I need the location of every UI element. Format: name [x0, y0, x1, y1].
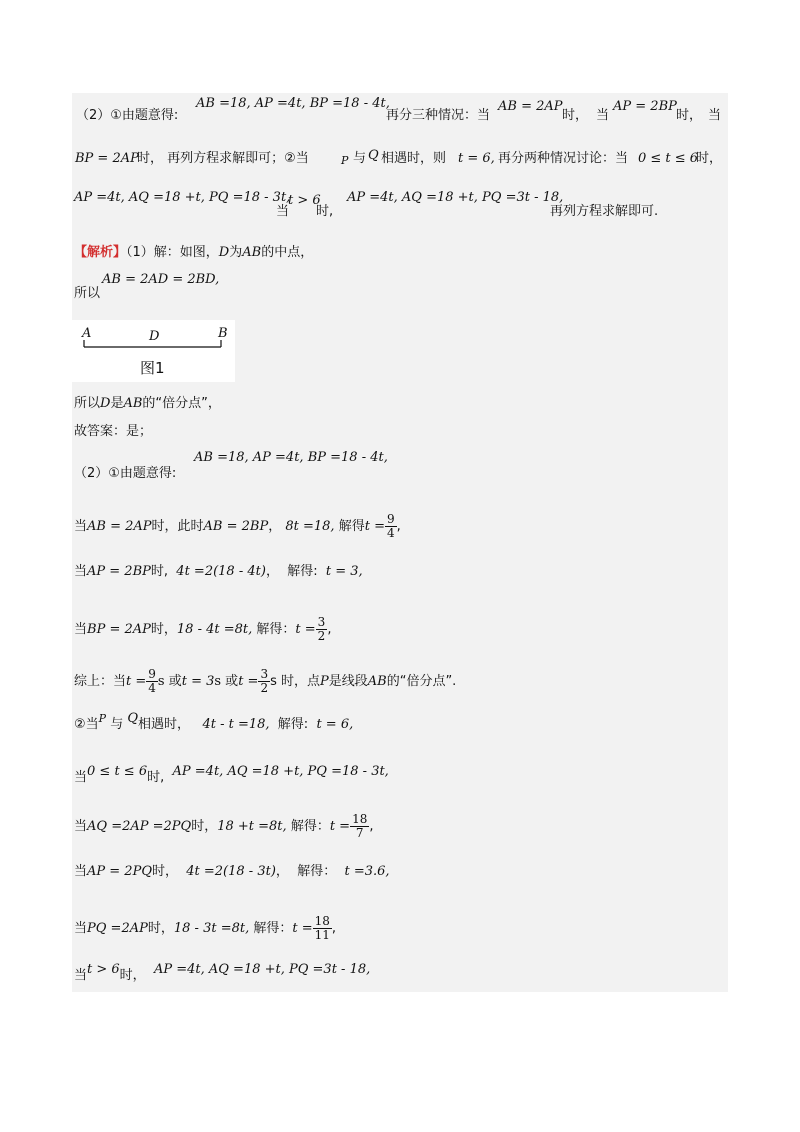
fraction-3-2-b: $\frac{3}{2}$ — [260, 667, 269, 695]
analysis-tag: 【解析】 — [74, 245, 127, 260]
range-0-6-line: 当0 ≤ t ≤ 6时, AP =4t, AQ =18 +t, PQ =18 - 3t, — [74, 764, 389, 785]
case-ap-2pq: 当AP = 2PQ时， 4t =2(18 - 3t)， 解得： t =3.6, — [74, 864, 390, 879]
analysis-line-1: 【解析】（1）解：如图，D为AB的中点， — [74, 245, 314, 260]
intro-cases-text: 再分三种情况：当 — [386, 108, 491, 123]
intro-dang-4: 当 — [276, 204, 290, 219]
meeting-line: ②当$^P$ 与 Q相遇时， 4t - t =18, 解得: t = 6, — [74, 711, 354, 732]
case-aq-2ap-2pq: 当AQ =2AP =2PQ时，18 +t =8t, 解得：t = $\frac{18}{7}$ , — [74, 812, 374, 840]
summary-line: 综上：当t = $\frac{9}{4}$ s 或t = 3s 或t = $\frac{3}{2}$ s 时，点P是线段AB的“倍分点”. — [74, 667, 457, 695]
analysis-eq-2: AB =18, AP =4t, BP =18 - 4t, — [194, 450, 388, 465]
intro-line-1 — [76, 107, 178, 125]
intro-expr-1: AP =4t, AQ =18 +t, PQ =18 - 3t, — [74, 190, 291, 205]
intro-t-six: t = 6, — [458, 151, 495, 166]
intro-point-p: P — [341, 154, 349, 167]
intro-dang-3: 当 — [708, 108, 722, 123]
label-a: A — [82, 326, 92, 341]
fraction-9-4-b: $\frac{9}{4}$ — [148, 667, 156, 695]
range-over-6-line: 当t > 6时， AP =4t, AQ =18 +t, PQ =3t - 18, — [74, 962, 371, 983]
intro-when-2: 时， — [676, 108, 703, 123]
intro-point-q: Q — [368, 148, 379, 163]
analysis-suoyi: 所以 — [74, 286, 101, 301]
analysis-d-result: 所以D是AB的“倍分点”， — [74, 396, 221, 411]
case-bp-2ap: 当BP = 2AP时，18 - 4t =8t, 解得：t = $\frac{3}{2}$ , — [74, 615, 332, 643]
intro-shi-2: 时, — [316, 204, 334, 219]
analysis-part2: （2）①由题意得: — [74, 466, 177, 481]
intro-when-1: 时， — [562, 108, 589, 123]
intro-case-3: BP = 2AP — [75, 151, 139, 166]
fraction-18-11: $\frac{18}{11}$ — [314, 914, 330, 942]
intro-solve: 再列方程求解即可. — [550, 204, 659, 219]
label-d: D — [149, 329, 160, 344]
intro-line-2-text: 时， 再列方程求解即可；②当 — [137, 151, 309, 166]
intro-meet-text: 相遇时，则 — [381, 151, 447, 166]
intro-heading: （2）①由题意得: — [76, 108, 179, 123]
intro-equations: AB =18, AP =4t, BP =18 - 4t, — [196, 96, 390, 111]
fraction-18-7: $\frac{18}{7}$ — [352, 812, 368, 840]
intro-two-cases: 再分两种情况讨论：当 — [498, 151, 629, 166]
intro-range-2: t > 6 — [288, 193, 321, 208]
case-ap-2bp: 当AP = 2BP时, 4t =2(18 - 4t)， 解得: t = 3, — [74, 564, 363, 579]
figure-1 — [72, 320, 235, 382]
label-b: B — [218, 326, 228, 341]
fraction-3-2: $\frac{3}{2}$ — [317, 615, 326, 643]
solution-page — [72, 93, 728, 992]
intro-range-1: 0 ≤ t ≤ 6 — [638, 151, 699, 166]
intro-yu: 与 — [353, 151, 367, 166]
intro-case-1: AB = 2AP — [498, 99, 563, 114]
intro-shi: 时， — [696, 151, 723, 166]
intro-case-2: AP = 2BP — [613, 99, 677, 114]
case-pq-2ap: 当PQ =2AP时，18 - 3t =8t, 解得：t = $\frac{18}{11}$ , — [74, 914, 337, 942]
fraction-9-4: $\frac{9}{4}$ — [386, 512, 395, 540]
case-ab-2ap: 当AB = 2AP时，此时AB = 2BP， 8t =18, 解得t = $\frac{9}{4}$ , — [74, 512, 401, 540]
figure-caption: 图1 — [140, 359, 165, 377]
analysis-eq-1: AB = 2AD = 2BD, — [102, 272, 220, 287]
intro-expr-2: AP =4t, AQ =18 +t, PQ =3t - 18, — [347, 190, 564, 205]
intro-dang-2: 当 — [596, 108, 610, 123]
analysis-answer: 故答案：是； — [74, 424, 153, 439]
